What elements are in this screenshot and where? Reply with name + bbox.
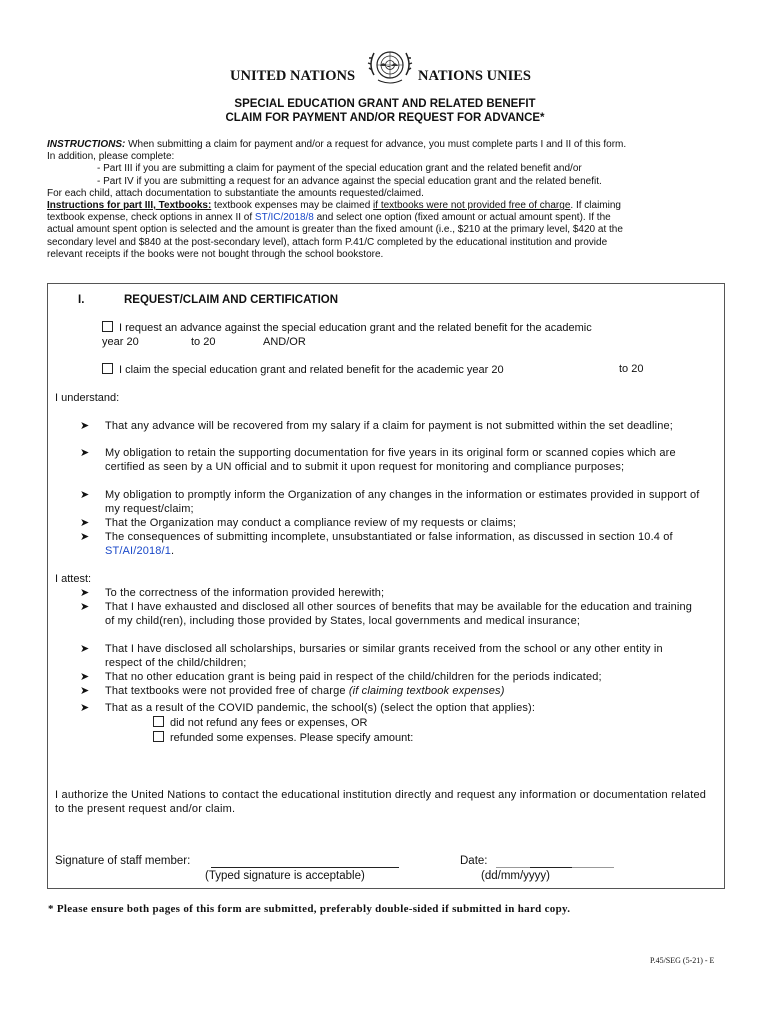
instructions-text3: For each child, attach documentation to substantiate the amounts requested/claimed. (47, 187, 424, 199)
date-label: Date: (460, 855, 488, 867)
option-advance-to: to 20 (191, 336, 216, 348)
refund-checkbox[interactable] (153, 731, 164, 742)
arrow-bullet-icon: ➤ (80, 702, 90, 714)
form-code: P.45/SEG (5-21) - E (650, 956, 715, 965)
instructions-label: INSTRUCTIONS: (47, 139, 126, 150)
covid-option-no-refund (153, 716, 368, 731)
list-item (80, 671, 700, 685)
part3-text-f: secondary level and $840 at the post-secondary level), attach form P.41/C completed by the educational institution and provide (47, 236, 608, 248)
list-item (80, 489, 700, 517)
advance-checkbox[interactable] (102, 321, 113, 332)
attest-item-1: To the correctness of the information provided herewith; (105, 587, 385, 599)
list-item (80, 517, 700, 531)
list-item (80, 447, 700, 475)
list-item (80, 420, 700, 434)
part3-text-a: textbook expenses may be claimed (211, 200, 374, 212)
list-item (80, 587, 700, 601)
arrow-bullet-icon: ➤ (80, 671, 90, 683)
list-item (80, 685, 700, 699)
arrow-bullet-icon: ➤ (80, 531, 90, 543)
no-refund-checkbox[interactable] (153, 716, 164, 727)
understand-item-5-end: . (171, 544, 175, 557)
option-claim (102, 363, 504, 378)
claim-checkbox[interactable] (102, 363, 113, 374)
attest-label: I attest: (55, 573, 92, 585)
signature-label: Signature of staff member: (55, 855, 191, 867)
authorization-text: I authorize the United Nations to contact the educational institution directly and request any information or documentation related to the present request and/or claim. (55, 789, 707, 815)
understand-item-1: That any advance will be recovered from my salary if a claim for payment is not submitted within the set deadline; (105, 420, 673, 432)
instructions-part4: - Part IV if you are submitting a request for an advance against the special education grant and the related benefit. (97, 175, 602, 187)
attest-item-5-italic: (if claiming textbook expenses) (348, 685, 505, 697)
section-heading: REQUEST/CLAIM AND CERTIFICATION (124, 294, 339, 306)
part3-text-e: actual amount spent option is selected and the amount is greater than the fixed amount (i.e., $210 at the primary level, $420 at the (47, 224, 623, 236)
understand-item-5: The consequences of submitting incomplete, unsubstantiated or false information, as discussed in section 10.4 of (105, 531, 673, 543)
part3-text-b: . If claiming (570, 200, 621, 212)
attest-item-5: That textbooks were not provided free of charge (105, 685, 349, 697)
instructions-text2: In addition, please complete: (47, 151, 175, 163)
attest-item-3: That I have disclosed all scholarships, bursaries or similar grants received from the school or any other entity in respect of the child/children; (105, 643, 663, 669)
option-andor: AND/OR (263, 336, 306, 348)
covid-option-2-label: refunded some expenses. Please specify amount: (170, 732, 414, 744)
list-item (80, 643, 700, 671)
instructions-part3: - Part III if you are submitting a claim for payment of the special education grant and the related benefit and/or (97, 163, 582, 175)
part3-text-underlined: if textbooks were not provided free of charge (373, 200, 571, 212)
arrow-bullet-icon: ➤ (80, 643, 90, 655)
form-title-line2: CLAIM FOR PAYMENT AND/OR REQUEST FOR ADVANCE* (225, 112, 545, 124)
part3-text-d: and select one option (fixed amount or actual amount spent). If the (313, 212, 611, 224)
attest-item-covid: That as a result of the COVID pandemic, the school(s) (select the option that applies): (105, 702, 536, 714)
covid-option-refund (153, 731, 413, 746)
part3-text-g: relevant receipts if the books were not bought through the school bookstore. (47, 248, 384, 260)
list-item (80, 601, 700, 629)
attest-item-4: That no other education grant is being paid in respect of the child/children for the periods indicated; (105, 671, 602, 683)
option-claim-to: to 20 (619, 363, 644, 375)
arrow-bullet-icon: ➤ (80, 517, 90, 529)
arrow-bullet-icon: ➤ (80, 685, 90, 697)
form-title-line1: SPECIAL EDUCATION GRANT AND RELATED BENEFIT (234, 98, 536, 110)
link-st-ai-2018-1[interactable]: ST/AI/2018/1 (105, 544, 172, 557)
instructions-text1: When submitting a claim for payment and/or a request for advance, you must complete parts I and II of this form. (125, 139, 627, 150)
understand-label: I understand: (55, 392, 120, 404)
option-advance-label: I request an advance against the special education grant and the related benefit for the academic (119, 322, 592, 334)
date-format: (dd/mm/yyyy) (481, 870, 550, 882)
link-st-ic-2018-8[interactable]: ST/IC/2018/8 (254, 212, 314, 224)
covid-option-1-label: did not refund any fees or expenses, OR (170, 717, 368, 729)
understand-item-4: That the Organization may conduct a compliance review of my requests or claims; (105, 517, 517, 529)
option-advance (102, 321, 592, 336)
list-item (80, 531, 700, 559)
date-field-underline (530, 866, 572, 868)
arrow-bullet-icon: ➤ (80, 420, 90, 432)
understand-item-3: My obligation to promptly inform the Organization of any changes in the information or estimates provided in support of my request/claim; (105, 489, 700, 515)
footnote: * Please ensure both pages of this form are submitted, preferably double-sided if submitted in hard copy. (48, 903, 571, 915)
header-left: UNITED NATIONS (230, 68, 356, 84)
option-advance-year: year 20 (102, 336, 139, 348)
header-right: NATIONS UNIES (418, 68, 531, 84)
understand-item-2: My obligation to retain the supporting documentation for five years in its original form or scanned copies which are certified as seen by a UN official and to submit it upon request for monitoring and compliance purposes; (105, 447, 676, 473)
un-emblem-icon (366, 44, 414, 88)
arrow-bullet-icon: ➤ (80, 601, 90, 613)
option-claim-label: I claim the special education grant and related benefit for the academic year 20 (119, 364, 504, 376)
part3-label: Instructions for part III, Textbooks: (47, 200, 212, 212)
attest-item-2: That I have exhausted and disclosed all other sources of benefits that may be available for the education and training of my child(ren), including those provided by States, local governments and medical insurance; (105, 601, 693, 627)
arrow-bullet-icon: ➤ (80, 489, 90, 501)
arrow-bullet-icon: ➤ (80, 447, 90, 459)
arrow-bullet-icon: ➤ (80, 587, 90, 599)
signature-note: (Typed signature is acceptable) (205, 870, 365, 882)
signature-field[interactable] (211, 866, 399, 868)
part3-text-c: textbook expense, check options in annex II of (47, 212, 255, 224)
instructions (47, 139, 727, 261)
list-item (80, 702, 700, 716)
section-number: I. (78, 294, 85, 306)
